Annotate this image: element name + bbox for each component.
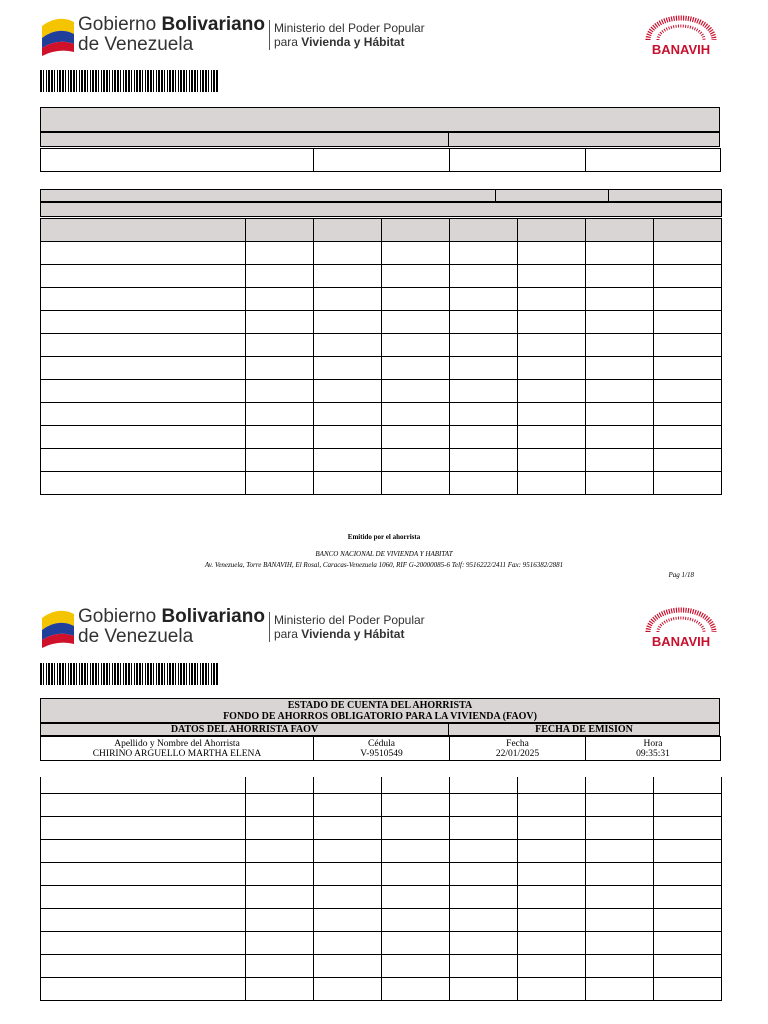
- datos-table-2: [40, 736, 721, 761]
- datos-table: [40, 148, 721, 172]
- statement-title-box: [40, 107, 720, 132]
- venezuela-flag-icon: [40, 12, 76, 58]
- col-hora-label: Hora: [643, 738, 663, 749]
- datos-header-box: [40, 132, 449, 147]
- statement-title-box-2: [40, 698, 720, 723]
- banavih-logo: [638, 14, 724, 56]
- fecha-value: 22/01/2025: [495, 748, 540, 759]
- datos-header: DATOS DEL AHORRISTA FAOV: [170, 724, 319, 735]
- gobierno-logo: Gobierno Bolivariano de Venezuela Ministerio del Poder Popular para Vivienda y Hábitat: [40, 12, 425, 58]
- statement-title-line1: ESTADO DE CUENTA DEL AHORRISTA: [287, 700, 473, 711]
- page-number: Pag 1/18: [668, 571, 694, 579]
- cedula-value: V-9510549: [360, 748, 403, 759]
- statement-title-line2: FONDO DE AHORROS OBLIGATORIO PARA LA VIVIENDA (FAOV): [223, 711, 537, 722]
- gobierno-logo-2: Gobierno Bolivariano de Venezuela Ministerio del Poder Popular para Vivienda y Hábitat: [40, 604, 425, 650]
- movimientos-header-a: [40, 189, 496, 202]
- col-nombre-label: Apellido y Nombre del Ahorrista: [114, 738, 240, 749]
- col-cedula-label: Cédula: [368, 738, 395, 749]
- svg-text:BANAVIH: BANAVIH: [651, 634, 711, 648]
- fecha-header: FECHA DE EMISIÓN: [535, 724, 633, 735]
- fecha-header-box-2: [448, 723, 720, 736]
- emitido-text: Emitido por el ahorrista: [347, 533, 421, 541]
- banco-text: BANCO NACIONAL DE VIVIENDA Y HABITAT: [315, 550, 453, 558]
- movimientos-table-page1: [40, 218, 723, 512]
- direccion-text: Av. Venezuela, Torre BANAVIH, El Rosal, Caracas-Venezuela 1060, RIF G-20000085-6 Telf: 9516222/2411 Fax: 9516382/2881: [204, 561, 564, 569]
- svg-text:BANAVIH: BANAVIH: [651, 42, 711, 56]
- banavih-logo-2: [638, 606, 724, 648]
- movimientos-header-c: [608, 189, 722, 202]
- fecha-header-box: [448, 132, 720, 147]
- movimientos-table-page2: [40, 777, 723, 1024]
- nombre-value: CHIRINO ARGUELLO MARTHA ELENA: [92, 748, 262, 759]
- barcode-2: [40, 663, 218, 685]
- col-fecha-label: Fecha: [506, 738, 529, 749]
- venezuela-flag-icon: [40, 604, 76, 650]
- datos-header-box-2: [40, 723, 449, 736]
- movimientos-subheader: [40, 202, 722, 217]
- movimientos-header-b: [495, 189, 609, 202]
- hora-value: 09:35:31: [636, 748, 670, 759]
- barcode: [40, 70, 218, 92]
